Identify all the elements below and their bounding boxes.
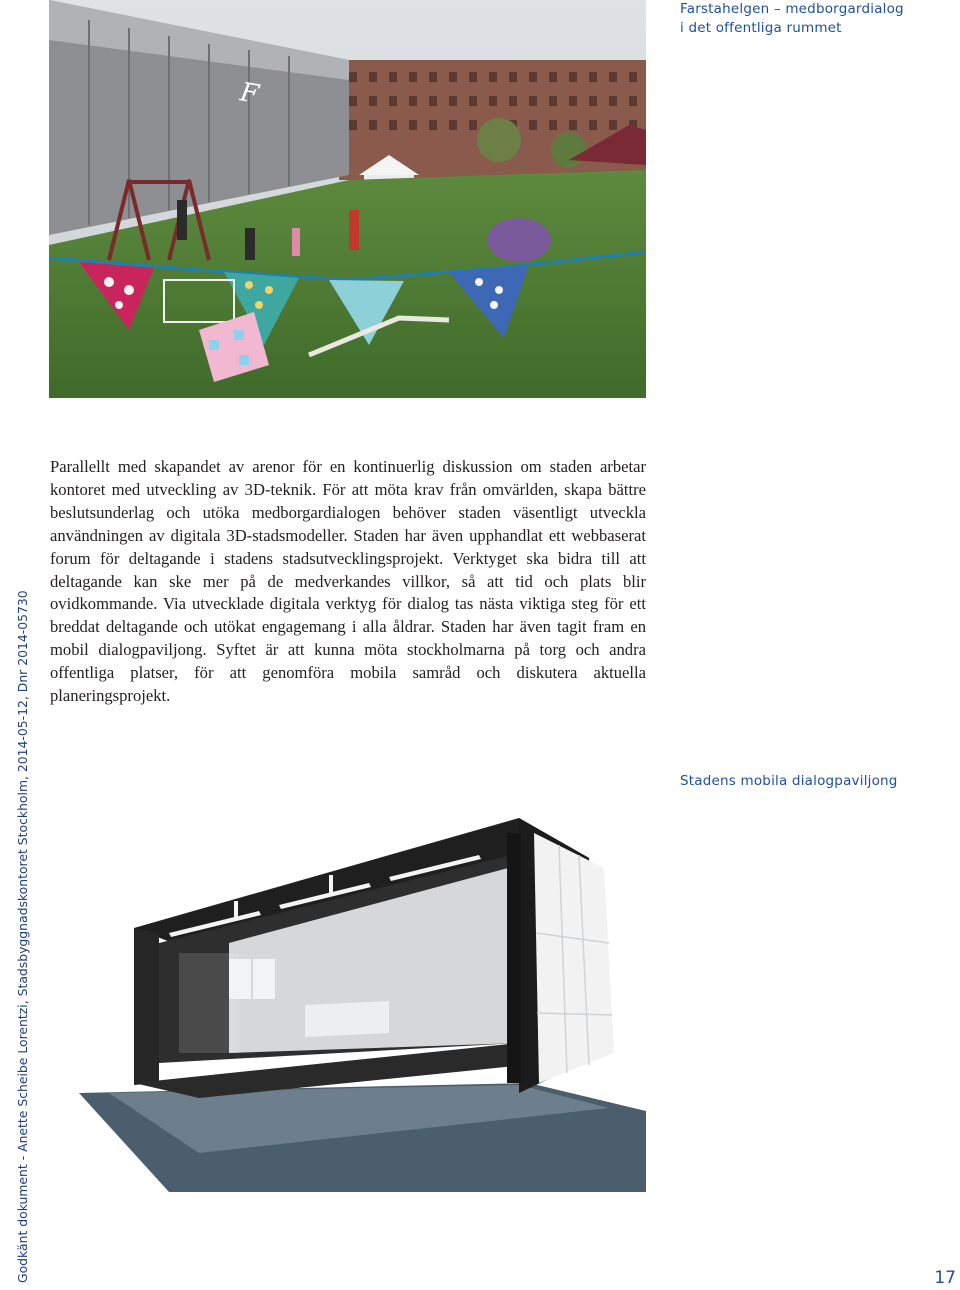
page-number: 17 xyxy=(934,1268,956,1288)
top-caption xyxy=(680,0,904,38)
svg-text:F: F xyxy=(237,77,261,111)
pavilion-caption xyxy=(680,772,898,791)
dialogpaviljong-photo xyxy=(49,793,646,1192)
approval-side-note xyxy=(0,0,30,1290)
top-caption-line-1: Farstahelgen – medborgardialog xyxy=(680,1,904,17)
top-caption-line-2: i det offentliga rummet xyxy=(680,20,842,36)
body-paragraph: Parallellt med skapandet av arenor för en kontinuerlig diskussion om staden arbetar kontoret med utveckling av 3D-teknik. För att möta krav från omvärlden, skapa bättre beslutsunderlag och utöka medborgardialogen behöver staden väsentligt utveckla användningen av digitala 3D-stadsmodeller. Staden har även upphandlat ett webbaserat forum för deltagande i stadens stadsutvecklingsprojekt. Verktyget ska bidra till att deltagande kan ske mer på de medverkandes villkor, så att tid och plats blir ovidkommande. Via utvecklade digitala verktyg för dialog tas nästa viktiga steg för ett breddat deltagande och utökat engagemang i alla åldrar. Staden har även tagit fram en mobil dialogpaviljong. Syftet är att kunna möta stockholmarna på torg och andra offentliga platser, för att genomföra mobila samråd och diskutera aktuella planeringsprojekt. xyxy=(50,457,646,706)
approval-note-text: Godkänt dokument - Anette Scheibe Lorentzi, Stadsbyggnadskontoret Stockholm, 2014-05-12, Dnr 2014-05730 xyxy=(15,590,30,1283)
farstahelgen-photo xyxy=(49,0,646,398)
pavilion-caption-text: Stadens mobila dialogpaviljong xyxy=(680,773,898,789)
